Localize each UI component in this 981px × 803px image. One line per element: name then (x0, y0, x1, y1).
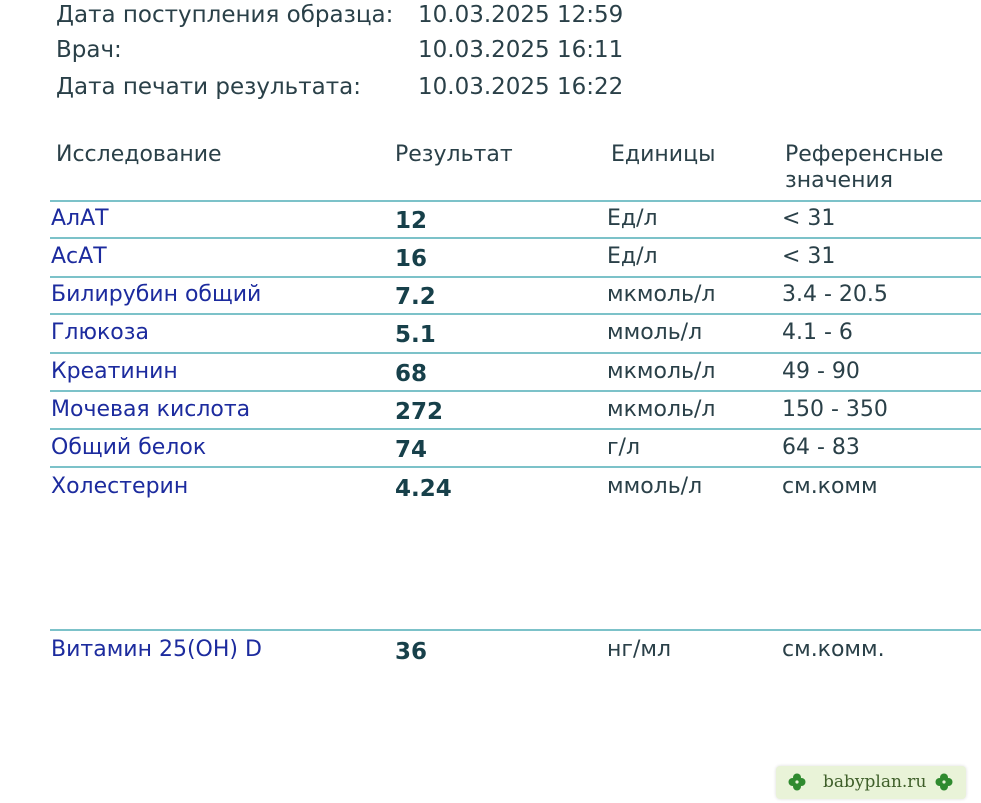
test-result: 5.1 (395, 322, 436, 348)
row-divider (50, 276, 981, 278)
test-result: 74 (395, 437, 428, 463)
row-divider (50, 390, 981, 392)
meta-row-received (56, 0, 624, 30)
test-result: 7.2 (395, 284, 436, 310)
test-reference: < 31 (782, 244, 836, 269)
clover-icon (934, 772, 954, 792)
row-divider (50, 352, 981, 354)
test-units: г/л (607, 435, 641, 460)
test-name: Холестерин (51, 474, 189, 499)
test-reference: 4.1 - 6 (782, 320, 853, 345)
row-divider (50, 200, 981, 202)
test-result: 16 (395, 246, 428, 272)
row-divider (50, 466, 981, 468)
meta-value: 10.03.2025 16:11 (418, 37, 624, 63)
test-units: Ед/л (607, 244, 658, 269)
meta-value: 10.03.2025 12:59 (418, 2, 624, 28)
test-result: 68 (395, 361, 428, 387)
test-name: Креатинин (51, 359, 178, 384)
test-result: 4.24 (395, 476, 452, 502)
test-name: Билирубин общий (51, 282, 262, 307)
clover-icon (787, 772, 807, 792)
test-units: ммоль/л (607, 320, 703, 345)
header-reference-line2: значения (785, 168, 894, 193)
test-reference: < 31 (782, 206, 836, 231)
meta-row-printed (56, 72, 624, 102)
meta-row-doctor (56, 35, 624, 65)
row-divider (50, 428, 981, 430)
test-result: 12 (395, 208, 428, 234)
test-units: ммоль/л (607, 474, 703, 499)
row-divider (50, 629, 981, 631)
header-reference-line1: Референсные (785, 142, 944, 167)
row-divider (50, 237, 981, 239)
test-result: 272 (395, 399, 444, 425)
meta-label: Врач: (56, 37, 122, 63)
meta-value: 10.03.2025 16:22 (418, 74, 624, 100)
header-reference (785, 142, 943, 194)
test-reference: 64 - 83 (782, 435, 860, 460)
test-reference: 3.4 - 20.5 (782, 282, 888, 307)
test-units: Ед/л (607, 206, 658, 231)
test-units: мкмоль/л (607, 397, 716, 422)
test-name: Мочевая кислота (51, 397, 251, 422)
test-name: АлАТ (51, 206, 109, 231)
test-name: Глюкоза (51, 320, 149, 345)
test-name: Общий белок (51, 435, 207, 460)
test-units: нг/мл (607, 637, 672, 662)
test-result: 36 (395, 639, 428, 665)
test-reference: 150 - 350 (782, 397, 888, 422)
test-reference: см.комм. (782, 637, 885, 662)
test-units: мкмоль/л (607, 282, 716, 307)
test-reference: см.комм (782, 474, 878, 499)
test-reference: 49 - 90 (782, 359, 860, 384)
row-divider (50, 313, 981, 315)
meta-label: Дата поступления образца: (56, 2, 394, 28)
header-result: Результат (395, 142, 513, 167)
test-units: мкмоль/л (607, 359, 716, 384)
test-name: АсАТ (51, 244, 107, 269)
header-units: Единицы (611, 142, 716, 167)
meta-label: Дата печати результата: (56, 74, 361, 100)
header-test: Исследование (56, 142, 222, 167)
watermark-text: babyplan.ru (823, 772, 927, 792)
watermark-badge (776, 766, 966, 799)
test-name: Витамин 25(ОН) D (51, 637, 262, 662)
